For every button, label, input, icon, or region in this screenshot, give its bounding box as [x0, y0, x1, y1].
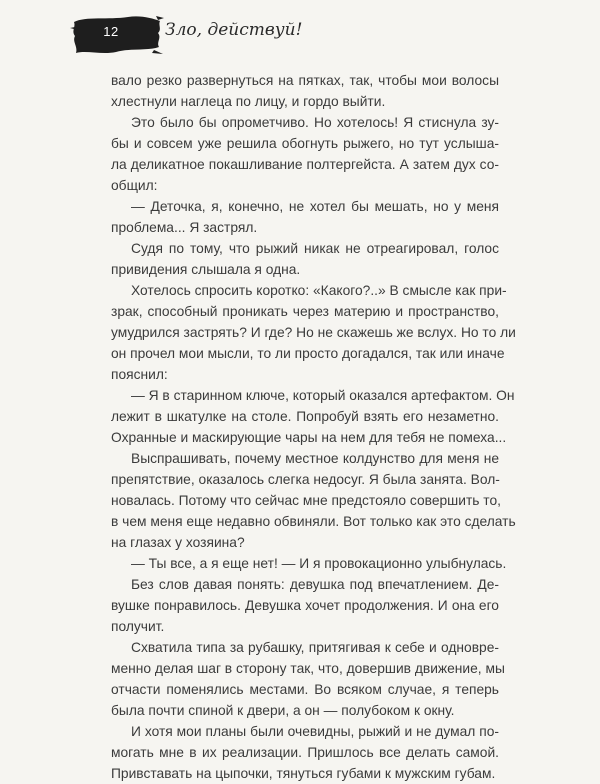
text-line: зрак, способный проникать через материю и пространство,: [111, 304, 499, 319]
text-line: умудрился застрять? И где? Но не скажешь же вслух. Но то ли: [111, 325, 516, 340]
text-line: пояснил:: [111, 367, 168, 382]
text-line: И хотя мои планы были очевидны, рыжий и не думал по-: [131, 724, 499, 739]
text-line: хлестнули наглеца по лицу, и гордо выйти.: [111, 94, 386, 109]
text-line: Хотелось спросить коротко: «Какого?..» В смысле как при-: [131, 283, 507, 298]
text-line: на глазах у хозяина?: [111, 535, 245, 550]
text-line: Судя по тому, что рыжий никак не отреагировал, голос: [131, 241, 499, 256]
running-title: Зло, действуй!: [165, 20, 303, 40]
text-line: общил:: [111, 178, 158, 193]
text-line: — Я в старинном ключе, который оказался артефактом. Он: [131, 388, 515, 403]
text-line: — Ты все, а я еще нет! — И я провокационно улыбнулась.: [131, 556, 507, 571]
page-header: [0, 0, 600, 70]
text-line: Без слов давая понять: девушка под впечатлением. Де-: [131, 577, 499, 592]
body-text: [111, 70, 516, 784]
text-line: — Деточка, я, конечно, не хотел бы мешать, но у меня: [131, 199, 499, 214]
text-line: получит.: [111, 619, 165, 634]
text-line: в чем меня еще недавно обвиняли. Вот только как это сделать: [111, 514, 516, 529]
text-line: ла деликатное покашливание полтергейста. А затем дух со-: [111, 157, 499, 172]
text-line: проблема... Я застрял.: [111, 220, 258, 235]
text-line: бы и совсем уже решила обогнуть рыжего, но тут услыша-: [111, 136, 499, 151]
text-line: Это было бы опрометчиво. Но хотелось! Я стиснула зу-: [131, 115, 499, 130]
text-line: вушке понравилось. Девушка хочет продолжения. И она его: [111, 598, 499, 613]
text-line: вало резко развернуться на пятках, так, чтобы мои волосы: [111, 73, 499, 88]
text-line: привидения слышала я одна.: [111, 262, 301, 277]
text-line: менно делая шаг в сторону так, что, довершив движение, мы: [111, 661, 505, 676]
text-line: была почти спиной к двери, а он — полубоком к окну.: [111, 703, 455, 718]
text-line: лежит в шкатулке на столе. Попробуй взять его незаметно.: [111, 409, 499, 424]
text-line: Выспрашивать, почему местное колдунство для меня не: [131, 451, 499, 466]
text-line: Охранные и маскирующие чары на нем для тебя не помеха...: [111, 430, 507, 445]
text-line: могать мне в их реализации. Пришлось все делать самой.: [111, 745, 499, 760]
text-line: Схватила типа за рубашку, притягивая к себе и одновре-: [131, 640, 499, 655]
text-line: препятствие, оказалось слегка недосуг. Я была занята. Вол-: [111, 472, 500, 487]
page-number: 12: [103, 24, 119, 39]
text-line: Привставать на цыпочки, тянуться губами к мужским губам.: [111, 766, 496, 781]
text-line: новалась. Потому что сейчас мне предстояло совершить то,: [111, 493, 501, 508]
text-line: он прочел мои мысли, то ли просто догадался, так или иначе: [111, 346, 505, 361]
text-line: отчасти поменялись местами. Во всяком случае, я теперь: [111, 682, 499, 697]
